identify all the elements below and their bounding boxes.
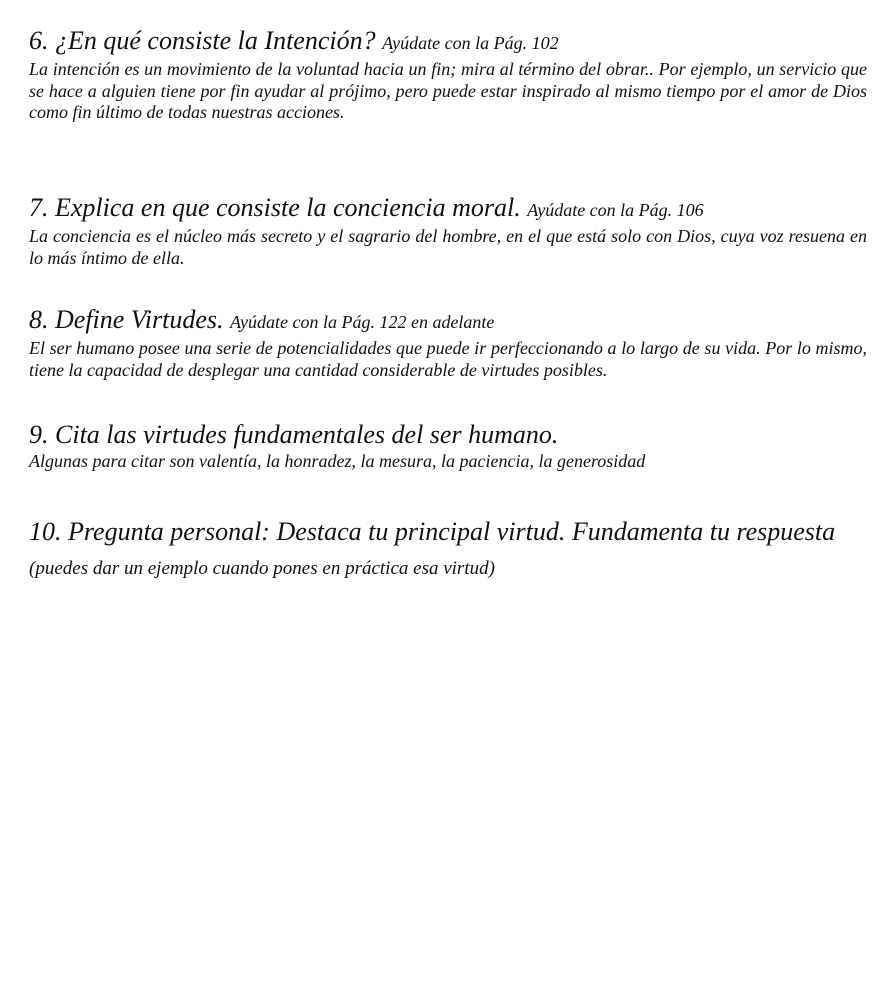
question-7	[29, 193, 867, 269]
question-8-heading	[29, 305, 867, 337]
question-8	[29, 305, 867, 381]
question-6-title: 6. ¿En qué consiste la Intención?	[29, 26, 376, 55]
question-9-title: 9. Cita las virtudes fundamentales del ser humano.	[29, 420, 559, 449]
question-6-heading	[29, 26, 867, 58]
question-6-hint: Ayúdate con la Pág. 102	[382, 33, 559, 53]
question-7-answer: La conciencia es el núcleo más secreto y el sagrario del hombre, en el que está solo con Dios, cuya voz resuena en lo más íntimo de ella.	[29, 226, 867, 268]
question-7-hint: Ayúdate con la Pág. 106	[527, 200, 704, 220]
question-6	[29, 26, 867, 124]
question-8-title: 8. Define Virtudes.	[29, 305, 224, 334]
question-9	[29, 420, 867, 473]
question-7-title: 7. Explica en que consiste la conciencia moral.	[29, 193, 521, 222]
question-10-title: 10. Pregunta personal: Destaca tu principal virtud. Fundamenta tu respuesta	[29, 517, 836, 546]
question-10-hint: (puedes dar un ejemplo cuando pones en práctica esa virtud)	[29, 558, 495, 579]
question-8-hint: Ayúdate con la Pág. 122 en adelante	[229, 312, 495, 332]
question-9-heading	[29, 420, 867, 450]
question-10-heading	[29, 515, 867, 586]
question-8-answer: El ser humano posee una serie de potencialidades que puede ir perfeccionando a lo largo de su vida. Por lo mismo, tiene la capacidad de desplegar una cantidad considerable de virtudes posibles.	[29, 338, 867, 380]
question-7-heading	[29, 193, 867, 225]
question-10	[29, 515, 867, 586]
question-9-answer: Algunas para citar son valentía, la honradez, la mesura, la paciencia, la generosidad	[29, 451, 646, 471]
question-6-answer: La intención es un movimiento de la voluntad hacia un fin; mira al término del obrar.. Por ejemplo, un servicio que se hace a alguien tiene por fin ayudar al prójimo, pero puede estar inspirado al mismo tiempo por el amor de Dios como fin último de todas nuestras acciones.	[29, 59, 867, 122]
